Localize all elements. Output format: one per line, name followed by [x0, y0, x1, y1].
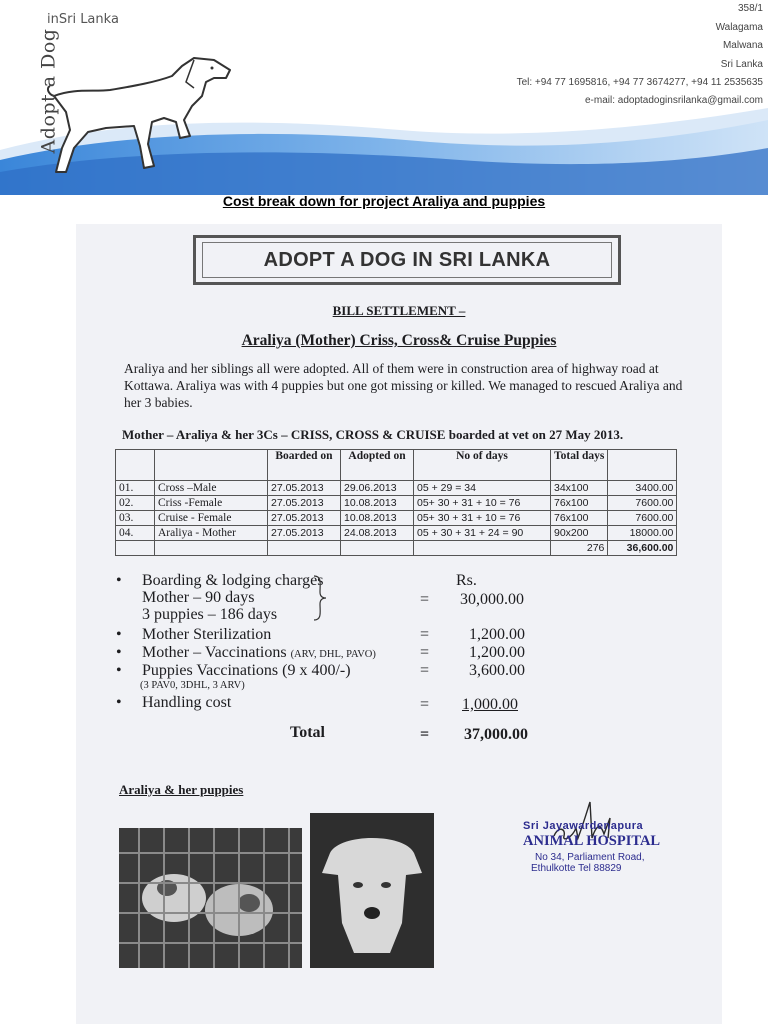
bullet-icon: • — [116, 626, 122, 643]
row-amount: 7600.00 — [608, 511, 677, 526]
row-amount: 18000.00 — [608, 526, 677, 541]
days-calc: 05+ 30 + 31 + 10 = 76 — [414, 496, 551, 511]
cost-amount: 1,000.00 — [462, 696, 518, 713]
address-line: Malwana — [722, 40, 763, 51]
table-header: Boarded on — [268, 450, 341, 481]
equals-sign: = — [420, 696, 430, 713]
adopted-date: 24.08.2013 — [341, 526, 414, 541]
bill-heading: BILL SETTLEMENT – — [332, 303, 466, 318]
brand-vertical: Adopt a Dog — [37, 28, 60, 154]
total-days: 76x100 — [551, 511, 608, 526]
table-header — [116, 450, 155, 481]
total-amount: 36,600.00 — [608, 541, 677, 556]
puppies-photo — [119, 828, 302, 968]
row-number: 01. — [116, 481, 155, 496]
stamp-line: No 34, Parliament Road, — [535, 852, 645, 863]
address-line: 358/1 — [737, 3, 763, 14]
stamp-line: ANIMAL HOSPITAL — [523, 833, 661, 849]
scanned-bill — [76, 224, 722, 1024]
equals-sign: = — [420, 726, 430, 743]
table-row — [116, 481, 677, 496]
brand-small: inSri Lanka — [47, 12, 119, 27]
adopted-date: 10.08.2013 — [341, 511, 414, 526]
cost-label: Mother – Vaccinations — [142, 644, 287, 661]
boarded-date: 27.05.2013 — [268, 496, 341, 511]
boarding-sub: 3 puppies – 186 days — [142, 606, 278, 623]
document-title: Cost break down for project Araliya and puppies — [222, 193, 546, 209]
bullet-icon: • — [116, 572, 122, 589]
boarded-date: 27.05.2013 — [268, 481, 341, 496]
table-header: Adopted on — [341, 450, 414, 481]
bullet-icon: • — [116, 662, 122, 679]
table-header — [155, 450, 268, 481]
bill-subject: Araliya (Mother) Criss, Cross& Cruise Puppies — [241, 332, 557, 349]
equals-sign: = — [420, 626, 430, 643]
table-row — [116, 496, 677, 511]
dog-name: Araliya - Mother — [155, 526, 268, 541]
dog-logo-icon — [44, 48, 234, 183]
boarded-text: Mother – Araliya & her 3Cs – CRISS, CROSS & CRUISE boarded at vet on — [122, 427, 546, 442]
adopted-date: 29.06.2013 — [341, 481, 414, 496]
address-line: Sri Lanka — [720, 58, 763, 70]
total-days-sum: 276 — [551, 541, 608, 556]
table-header: No of days — [414, 450, 551, 481]
dog-name: Criss -Female — [155, 496, 268, 511]
dog-name: Cruise - Female — [155, 511, 268, 526]
letterhead — [0, 0, 768, 195]
cost-note: (3 PAV0, 3DHL, 3 ARV) — [140, 680, 245, 691]
row-number: 03. — [116, 511, 155, 526]
adopted-date: 10.08.2013 — [341, 496, 414, 511]
boarded-date: 27 May 2013. — [549, 427, 624, 442]
row-number: 04. — [116, 526, 155, 541]
photos-caption: Araliya & her puppies — [119, 782, 244, 797]
banner — [193, 235, 621, 285]
bullet-icon: • — [116, 694, 122, 711]
cost-amount: 3,600.00 — [469, 662, 525, 679]
currency-label: Rs. — [456, 572, 477, 589]
days-calc: 05 + 30 + 31 + 24 = 90 — [414, 526, 551, 541]
table-total-row — [116, 541, 677, 556]
araliya-photo — [310, 813, 434, 968]
total-days: 34x100 — [551, 481, 608, 496]
stamp-line: Ethulkotte Tel 88829 — [531, 863, 622, 874]
bullet-icon: • — [116, 644, 122, 661]
days-calc: 05+ 30 + 31 + 10 = 76 — [414, 511, 551, 526]
row-amount: 3400.00 — [608, 481, 677, 496]
contact-block — [517, 74, 763, 110]
boarded-date: 27.05.2013 — [268, 511, 341, 526]
table-header: Total days — [551, 450, 608, 481]
row-number: 02. — [116, 496, 155, 511]
table-header — [608, 450, 677, 481]
boarding-sub: Mother – 90 days — [142, 589, 255, 606]
total-days: 76x100 — [551, 496, 608, 511]
cost-label: Mother Sterilization — [142, 626, 272, 643]
grand-total: 37,000.00 — [464, 726, 528, 743]
row-amount: 7600.00 — [608, 496, 677, 511]
total-label: Total — [290, 724, 325, 741]
equals-sign: = — [420, 662, 430, 679]
boarded-date: 27.05.2013 — [268, 526, 341, 541]
equals-sign: = — [420, 644, 430, 661]
dog-name: Cross –Male — [155, 481, 268, 496]
cost-label: Puppies Vaccinations (9 x 400/-) — [142, 662, 351, 679]
stamp-line: Sri Jayawardenapura — [523, 820, 644, 832]
email: e-mail: adoptadoginsrilanka@gmail.com — [584, 95, 763, 106]
boarding-table — [115, 449, 677, 556]
hospital-stamp — [523, 820, 683, 874]
araliya-image — [310, 813, 434, 968]
intro-paragraph: Araliya and her siblings all were adopted. All of them were in construction area of highway road at Kottawa. Araliya was with 4 puppies but one got missing or killed. We managed to rescued Araliya and her 3 babies. — [124, 361, 683, 410]
cost-note: (ARV, DHL, PAVO) — [290, 649, 376, 660]
boarded-line — [122, 427, 623, 443]
table-row — [116, 526, 677, 541]
table-row — [116, 511, 677, 526]
cost-label: Boarding & lodging charges — [142, 572, 324, 589]
table-header-row — [116, 450, 677, 481]
total-days: 90x200 — [551, 526, 608, 541]
address-line: Walagama — [715, 21, 763, 33]
cost-amount: 30,000.00 — [460, 591, 524, 608]
brace-icon — [312, 574, 328, 622]
cost-label: Handling cost — [142, 694, 232, 711]
equals-sign: = — [420, 591, 430, 608]
puppies-image — [119, 828, 302, 968]
telephone: Tel: +94 77 1695816, +94 77 3674277, +94 11 2535635 — [516, 77, 763, 88]
cost-amount: 1,200.00 — [469, 626, 525, 643]
cost-amount: 1,200.00 — [469, 644, 525, 661]
address-block — [716, 0, 763, 74]
banner-text: ADOPT A DOG IN SRI LANKA — [202, 242, 612, 278]
days-calc: 05 + 29 = 34 — [414, 481, 551, 496]
